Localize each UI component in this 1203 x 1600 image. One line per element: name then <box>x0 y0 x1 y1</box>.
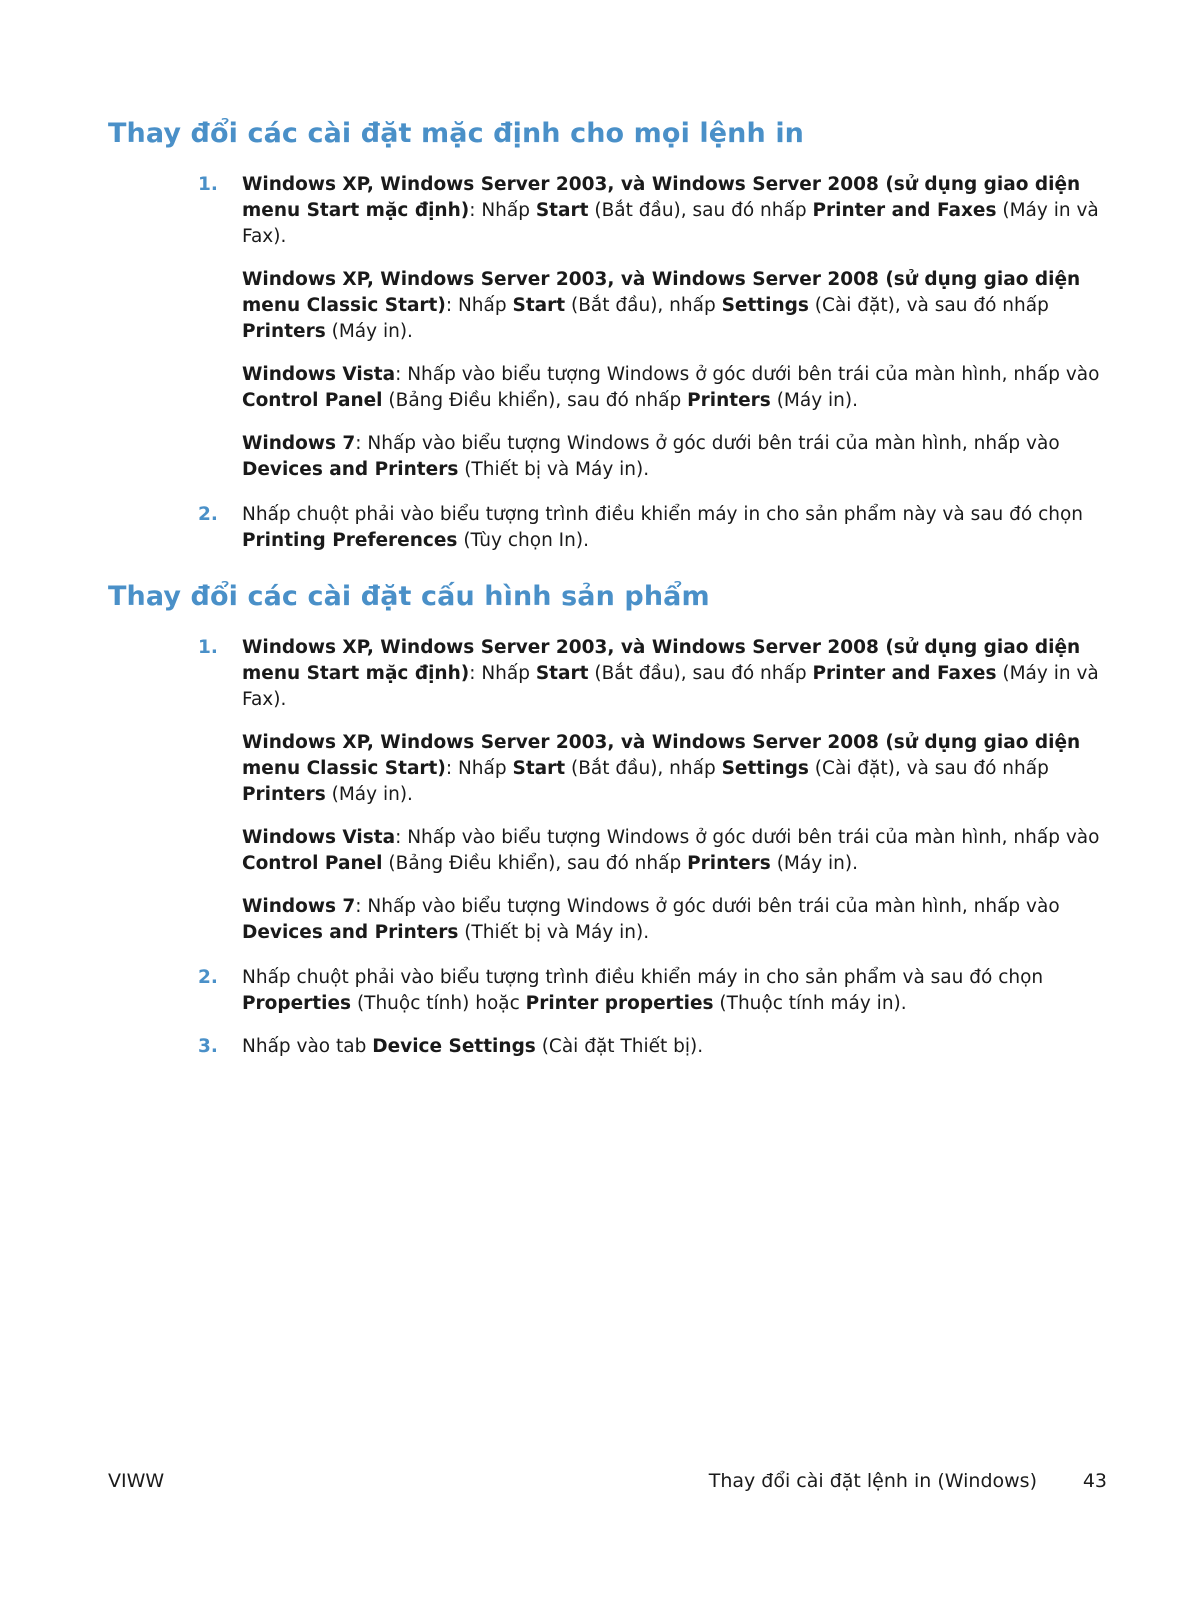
bold-text: Windows XP, Windows Server 2003, và Windows Server 2008 (sử dụng giao diện menu Classic Start) <box>242 269 1081 316</box>
text: : Nhấp vào biểu tượng Windows ở góc dưới bên trái của màn hình, nhấp vào <box>395 364 1100 385</box>
text: : Nhấp <box>469 663 536 684</box>
footer-chapter-title: Thay đổi cài đặt lệnh in (Windows) <box>708 1470 1037 1492</box>
bold-text: Windows XP, Windows Server 2003, và Windows Server 2008 (sử dụng giao diện menu Start mặc định) <box>242 637 1081 684</box>
text: (Cài đặt), và sau đó nhấp <box>808 295 1049 316</box>
text: (Máy in). <box>325 784 413 805</box>
bold-text: Printing Preferences <box>242 530 458 551</box>
step-number: 1. <box>198 637 218 658</box>
text: (Cài đặt Thiết bị). <box>535 1036 704 1057</box>
bold-text: Devices and Printers <box>242 459 459 480</box>
step-paragraph <box>242 431 1102 483</box>
bold-text: Windows 7 <box>242 433 356 454</box>
text: Nhấp chuột phải vào biểu tượng trình điều khiển máy in cho sản phẩm này và sau đó chọn <box>242 504 1084 525</box>
step-paragraph <box>242 502 1102 554</box>
bold-text: Printer properties <box>525 993 714 1014</box>
step-number: 2. <box>198 504 218 525</box>
text: (Máy in). <box>325 321 413 342</box>
bold-text: Start <box>535 200 589 221</box>
step-paragraph <box>242 825 1102 877</box>
text: (Máy in và Fax). <box>242 663 1099 710</box>
bold-text: Devices and Printers <box>242 922 459 943</box>
text: (Thiết bị và Máy in). <box>458 922 650 943</box>
footer-left-label: VIWW <box>108 1470 165 1492</box>
text: : Nhấp <box>469 200 536 221</box>
bold-text: Windows XP, Windows Server 2003, và Windows Server 2008 (sử dụng giao diện menu Classic Start) <box>242 732 1081 779</box>
text: (Thuộc tính máy in). <box>713 993 907 1014</box>
step-paragraph <box>242 730 1102 808</box>
step-number: 3. <box>198 1036 218 1057</box>
bold-text: Windows Vista <box>242 827 396 848</box>
bold-text: Printer and Faxes <box>812 663 997 684</box>
bold-text: Settings <box>721 758 809 779</box>
step-item <box>198 1034 1102 1060</box>
bold-text: Printers <box>242 784 326 805</box>
text: (Bắt đầu), sau đó nhấp <box>588 663 813 684</box>
page-number: 43 <box>1082 1470 1107 1492</box>
bold-text: Windows XP, Windows Server 2003, và Windows Server 2008 (sử dụng giao diện menu Start mặc định) <box>242 174 1081 221</box>
text: : Nhấp vào biểu tượng Windows ở góc dưới bên trái của màn hình, nhấp vào <box>355 433 1060 454</box>
text: (Thuộc tính) hoặc <box>351 993 526 1014</box>
step-paragraph <box>242 267 1102 345</box>
text: (Bảng Điều khiển), sau đó nhấp <box>382 853 688 874</box>
step-paragraph <box>242 172 1102 250</box>
step-number: 2. <box>198 967 218 988</box>
text: (Bắt đầu), nhấp <box>565 758 722 779</box>
text: (Tùy chọn In). <box>457 530 589 551</box>
step-number: 1. <box>198 174 218 195</box>
text: (Bắt đầu), nhấp <box>565 295 722 316</box>
text: : Nhấp <box>445 758 513 779</box>
text: (Máy in và Fax). <box>242 200 1099 247</box>
step-paragraph <box>242 894 1102 946</box>
bold-text: Start <box>512 295 566 316</box>
text: (Cài đặt), và sau đó nhấp <box>808 758 1049 779</box>
text: : Nhấp <box>445 295 513 316</box>
text: (Bắt đầu), sau đó nhấp <box>588 200 813 221</box>
step-paragraph <box>242 1034 1102 1060</box>
text: (Bảng Điều khiển), sau đó nhấp <box>382 390 688 411</box>
bold-text: Start <box>535 663 589 684</box>
text: Nhấp vào tab <box>242 1036 373 1057</box>
bold-text: Control Panel <box>242 853 383 874</box>
bold-text: Properties <box>242 993 352 1014</box>
bold-text: Start <box>512 758 566 779</box>
step-item <box>198 502 1102 554</box>
bold-text: Windows Vista <box>242 364 396 385</box>
text: (Máy in). <box>770 853 859 874</box>
text: : Nhấp vào biểu tượng Windows ở góc dưới bên trái của màn hình, nhấp vào <box>355 896 1060 917</box>
bold-text: Control Panel <box>242 390 383 411</box>
text: (Thiết bị và Máy in). <box>458 459 650 480</box>
step-paragraph <box>242 635 1102 713</box>
bold-text: Printers <box>242 321 326 342</box>
section-title: Thay đổi các cài đặt mặc định cho mọi lệnh in <box>108 118 805 149</box>
bold-text: Printers <box>687 390 771 411</box>
text: : Nhấp vào biểu tượng Windows ở góc dưới bên trái của màn hình, nhấp vào <box>395 827 1100 848</box>
step-paragraph <box>242 362 1102 414</box>
bold-text: Printer and Faxes <box>812 200 997 221</box>
bold-text: Settings <box>721 295 809 316</box>
bold-text: Device Settings <box>372 1036 536 1057</box>
bold-text: Windows 7 <box>242 896 356 917</box>
step-item <box>198 172 1102 483</box>
section-title: Thay đổi các cài đặt cấu hình sản phẩm <box>108 581 710 612</box>
step-item <box>198 965 1102 1017</box>
text: (Máy in). <box>770 390 859 411</box>
step-item <box>198 635 1102 946</box>
text: Nhấp chuột phải vào biểu tượng trình điều khiển máy in cho sản phẩm và sau đó chọn <box>242 967 1044 988</box>
step-paragraph <box>242 965 1102 1017</box>
bold-text: Printers <box>687 853 771 874</box>
